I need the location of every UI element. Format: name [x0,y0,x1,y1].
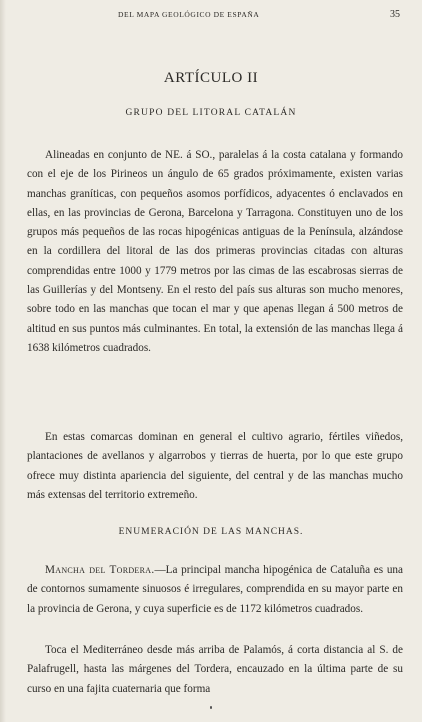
paragraph-tordera [27,561,403,619]
paragraph-mediterranean: Toca el Mediterráneo desde más arriba de Palamós, á corta distancia al S. de Palafrugell, hasta las márgenes del Tordera, encauzado en la última parte de su curso en una fajita cuaternaria que forma [27,644,403,695]
paragraph-agriculture: En estas comarcas dominan en general el cultivo agrario, fértiles viñedos, plantaciones de avellanos y algarrobos y tierras de huerta, por lo que este grupo ofrece muy distinta apariencia del siguiente, del central y de las manchas mucho más extensas del territorio extremeño. [27,431,403,501]
paragraph-intro: Alineadas en conjunto de NE. á SO., paralelas á la costa catalana y formando con el eje de los Pirineos un ángulo de 65 grados próximamente, existen varias manchas graníticas, con pequeños asomos porfídicos, adyacentes ó enclavados en ellas, en las provincias de Gerona, Barcelona y Tarragona. Constituyen uno de los grupos más pequeños de las rocas hipogénicas antiguas de la Península, alzándose en la cordillera del litoral de las dos primeras provincias citadas con alturas comprendidas entre 1000 y 1779 metros por las cimas de las escabrosas sierras de las Guillerías y del Montseny. En el resto del país sus alturas son mucho menores, sobre todo en las manchas que tocan el mar y que apenas llegan á 500 metros de altitud en sus puntos más culminantes. En total, la extensión de las manchas llega á 1638 kilómetros cuadrados. [27,149,403,354]
paragraph-tordera-body: —La principal mancha hipogénica de Cataluña es una de contornos sumamente sinuosos é irregulares, comprendida en su mayor parte en la provincia de Gerona, y cuya superficie es de 1172 kilómetros cuadrados. [27,564,403,615]
running-title: DEL MAPA GEOLÓGICO DE ESPAÑA [118,10,260,19]
article-title: ARTÍCULO II [163,70,259,86]
page-number: 35 [390,9,400,20]
section-title: ENUMERACIÓN DE LAS MANCHAS. [118,527,304,537]
group-title: GRUPO DEL LITORAL CATALÁN [125,108,297,118]
paragraph-lead-in: Mancha del Tordera. [45,564,155,576]
ink-speck [210,706,212,709]
page-header [0,10,422,24]
